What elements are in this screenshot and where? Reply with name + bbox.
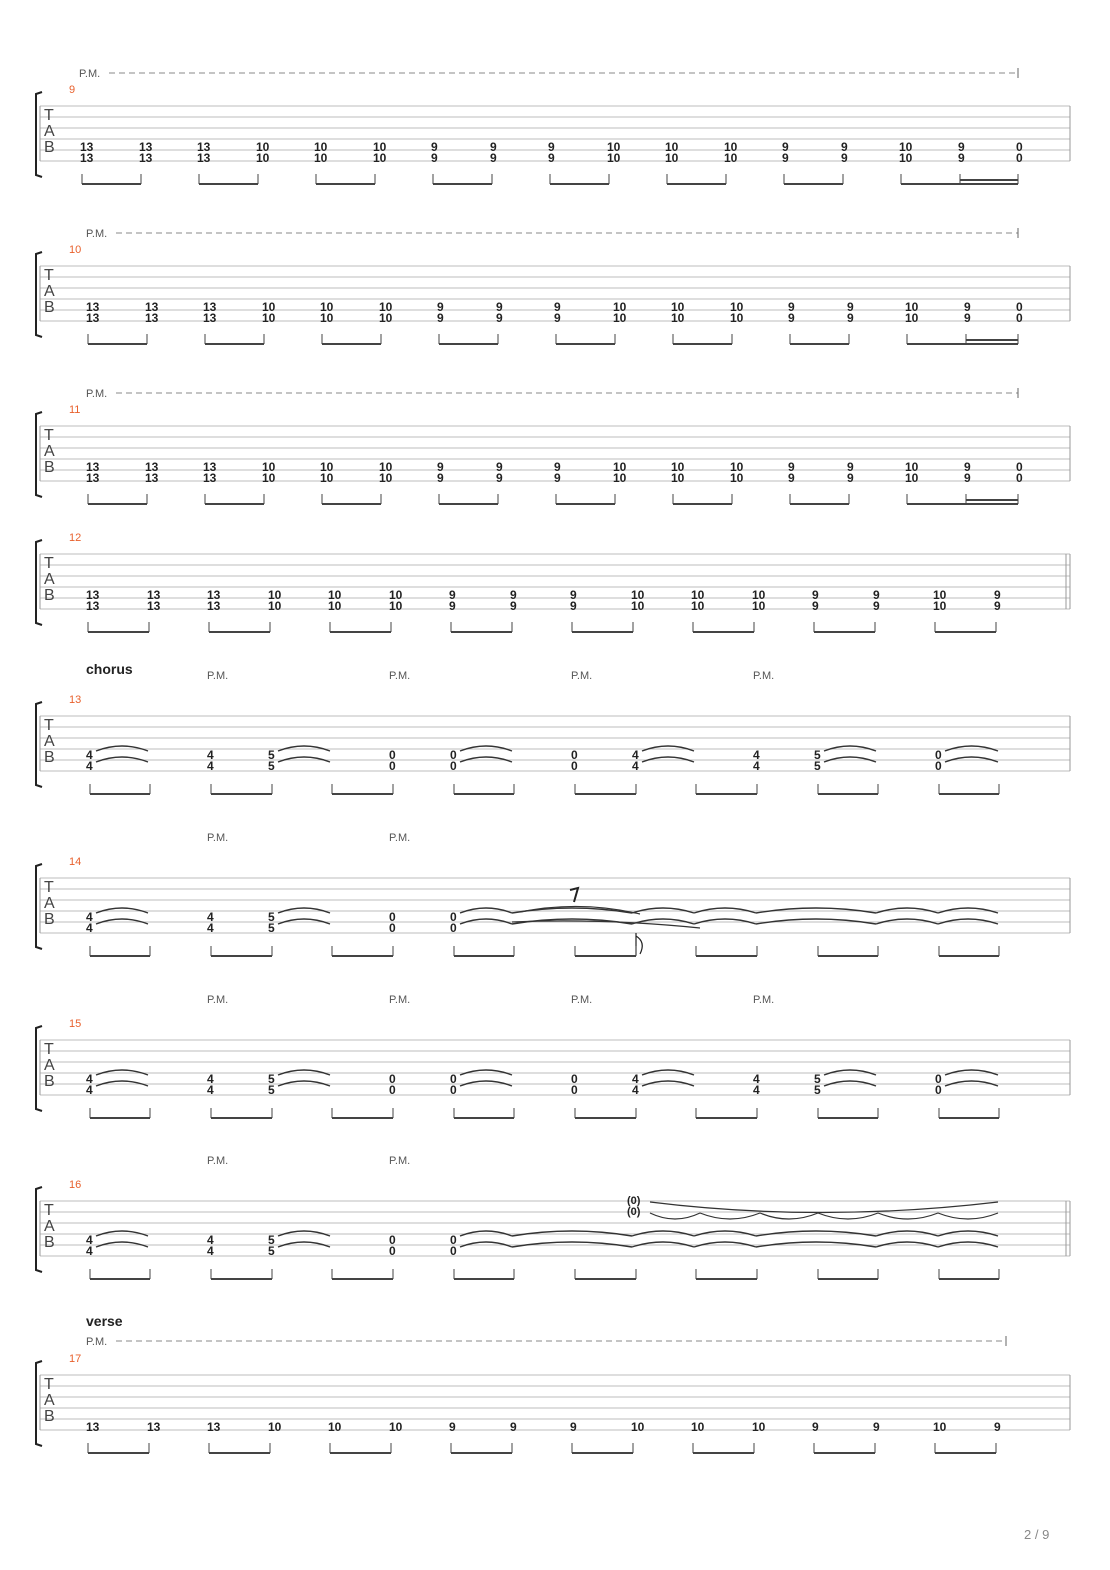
system-bracket	[36, 1187, 42, 1272]
fret-number: 0	[935, 1083, 942, 1097]
fret-number: 0	[935, 759, 942, 773]
fret-number: 10	[933, 599, 947, 613]
fret-number: 13	[86, 471, 100, 485]
fret-number: 13	[86, 599, 100, 613]
fret-number: 10	[631, 599, 645, 613]
fret-number: 10	[905, 300, 919, 314]
fret-number: 9	[449, 588, 456, 602]
fret-number: 9	[964, 460, 971, 474]
fret-number: 0	[1016, 300, 1023, 314]
measure-number: 12	[69, 532, 82, 544]
fret-number: 10	[631, 1420, 645, 1434]
fret-number: 10	[328, 599, 342, 613]
fret-number: 10	[905, 460, 919, 474]
fret-number: 13	[86, 460, 100, 474]
fret-number: 0	[389, 1233, 396, 1247]
tab-system-9	[36, 68, 1070, 184]
palm-mute-label: P.M.	[207, 670, 229, 682]
fret-number: 10	[691, 588, 705, 602]
fret-number: 13	[147, 599, 161, 613]
palm-mute-label: P.M.	[753, 994, 775, 1006]
fret-number: 13	[86, 1420, 100, 1434]
palm-mute-label: P.M.	[389, 670, 411, 682]
fret-number: 0	[571, 759, 578, 773]
fret-number: 0	[935, 748, 942, 762]
fret-number: 10	[631, 588, 645, 602]
fret-number: 10	[607, 151, 621, 165]
fret-number: 0	[389, 748, 396, 762]
fret-number: 4	[753, 1083, 760, 1097]
fret-number: 0	[450, 921, 457, 935]
tie-arc	[650, 1202, 998, 1213]
fret-number: 13	[203, 460, 217, 474]
tab-clef-letter: A	[44, 1392, 55, 1409]
fret-number: 9	[812, 588, 819, 602]
fret-number: 9	[994, 1420, 1001, 1434]
palm-mute-label: P.M.	[753, 670, 775, 682]
tab-clef-letter: B	[44, 299, 55, 316]
tab-clef-letter: T	[44, 717, 54, 734]
fret-number: 10	[665, 151, 679, 165]
fret-number: 5	[268, 1072, 275, 1086]
fret-number: 5	[814, 759, 821, 773]
fret-number: 10	[671, 311, 685, 325]
fret-number: 5	[268, 1233, 275, 1247]
palm-mute-label: P.M.	[571, 994, 593, 1006]
fret-number: 9	[437, 311, 444, 325]
fret-number: 0	[935, 1072, 942, 1086]
fret-number: 9	[554, 471, 561, 485]
fret-number: 13	[207, 599, 221, 613]
fret-number: 0	[389, 1083, 396, 1097]
tie-arc	[878, 1213, 938, 1219]
fret-number: 13	[203, 300, 217, 314]
fret-number: 0	[1016, 460, 1023, 474]
fret-number: 9	[812, 1420, 819, 1434]
fret-number: 9	[788, 471, 795, 485]
fret-number: 4	[632, 1083, 639, 1097]
tab-clef-letter: B	[44, 1073, 55, 1090]
tab-system-14	[36, 832, 1070, 956]
fret-number: 9	[788, 300, 795, 314]
tab-system-17	[36, 1313, 1070, 1453]
fret-number: 5	[814, 1083, 821, 1097]
fret-number: 9	[873, 588, 880, 602]
fret-number: 0	[450, 1244, 457, 1258]
fret-number: 10	[320, 460, 334, 474]
palm-mute-label: P.M.	[207, 1155, 229, 1167]
tab-clef-letter: A	[44, 443, 55, 460]
fret-number: 9	[570, 588, 577, 602]
fret-number: 4	[207, 1244, 214, 1258]
palm-mute-label: P.M.	[207, 832, 229, 844]
fret-number: 0	[571, 1083, 578, 1097]
fret-number: 10	[730, 311, 744, 325]
page-number: 2 / 9	[1024, 1527, 1050, 1542]
fret-number: 10	[613, 311, 627, 325]
fret-number: 0	[389, 759, 396, 773]
fret-number: 4	[86, 921, 93, 935]
fret-number: 9	[437, 300, 444, 314]
fret-number: 0	[389, 1072, 396, 1086]
measure-number: 17	[69, 1353, 82, 1365]
fret-number: 9	[449, 599, 456, 613]
tab-clef-letter: T	[44, 427, 54, 444]
fret-number: 10	[320, 471, 334, 485]
fret-number: 10	[899, 140, 913, 154]
fret-number: 10	[268, 599, 282, 613]
tab-clef-letter: B	[44, 749, 55, 766]
flag-stem	[636, 933, 642, 955]
fret-number: 4	[86, 1244, 93, 1258]
tab-system-16	[36, 1155, 1070, 1279]
fret-number: 9	[873, 1420, 880, 1434]
fret-number: 9	[847, 311, 854, 325]
palm-mute-label: P.M.	[207, 994, 229, 1006]
fret-number: 10	[389, 599, 403, 613]
fret-number: 10	[671, 471, 685, 485]
fret-number: 4	[632, 759, 639, 773]
fret-number: 9	[496, 460, 503, 474]
palm-mute-label: P.M.	[571, 670, 593, 682]
fret-number: 13	[203, 471, 217, 485]
system-bracket	[36, 252, 42, 337]
fret-number: 10	[724, 151, 738, 165]
fret-number: 5	[268, 1244, 275, 1258]
tab-clef-letter: B	[44, 587, 55, 604]
tab-clef-letter: B	[44, 1234, 55, 1251]
fret-number: 4	[86, 748, 93, 762]
fret-number: 10	[730, 471, 744, 485]
fret-number: 9	[812, 599, 819, 613]
fret-number: 10	[607, 140, 621, 154]
fret-number: 9	[496, 311, 503, 325]
fret-number: 4	[86, 1072, 93, 1086]
section-label: verse	[86, 1313, 123, 1329]
tab-clef-letter: T	[44, 1041, 54, 1058]
fret-number: 9	[847, 460, 854, 474]
fret-number: 0	[571, 748, 578, 762]
tab-clef-letter: A	[44, 895, 55, 912]
tab-clef-letter: B	[44, 911, 55, 928]
fret-number: 4	[207, 1233, 214, 1247]
fret-number: 9	[548, 151, 555, 165]
fret-number: 9	[510, 588, 517, 602]
fret-number: 9	[841, 140, 848, 154]
fret-number: 4	[207, 910, 214, 924]
palm-mute-label: P.M.	[389, 1155, 411, 1167]
fret-number: 4	[86, 910, 93, 924]
fret-number: 9	[782, 151, 789, 165]
fret-number: 10	[379, 311, 393, 325]
fret-number: 9	[847, 471, 854, 485]
fret-number: 10	[671, 460, 685, 474]
tab-system-15	[36, 994, 1070, 1118]
fret-number: 13	[86, 300, 100, 314]
fret-number: 10	[752, 588, 766, 602]
fret-number: 10	[262, 471, 276, 485]
fret-number: 9	[570, 1420, 577, 1434]
fret-number: 10	[691, 599, 705, 613]
fret-number: 5	[268, 910, 275, 924]
fret-number: 10	[691, 1420, 705, 1434]
fret-number: 10	[328, 588, 342, 602]
fret-number: 10	[613, 471, 627, 485]
fret-number: 10	[933, 1420, 947, 1434]
fret-number: 10	[905, 311, 919, 325]
fret-number: 4	[753, 759, 760, 773]
tab-clef-letter: T	[44, 1376, 54, 1393]
tab-clef-letter: A	[44, 733, 55, 750]
fret-number: 9	[554, 460, 561, 474]
fret-number: 9	[437, 471, 444, 485]
fret-number: 4	[753, 748, 760, 762]
tab-system-13	[36, 661, 1070, 794]
fret-number: 0	[450, 748, 457, 762]
fret-number: 10	[379, 460, 393, 474]
fret-number: 13	[86, 311, 100, 325]
tab-clef-letter: T	[44, 107, 54, 124]
fret-number: 9	[964, 311, 971, 325]
tie-arc	[818, 1213, 878, 1219]
fret-number: 9	[490, 140, 497, 154]
fret-number: 10	[379, 300, 393, 314]
palm-mute-label: P.M.	[79, 68, 101, 80]
fret-number: 0	[1016, 471, 1023, 485]
fret-number: 0	[1016, 140, 1023, 154]
fret-number: 10	[320, 311, 334, 325]
ghost-fret-number: (0)	[627, 1195, 641, 1207]
fret-number: 10	[256, 140, 270, 154]
tab-clef-letter: A	[44, 1218, 55, 1235]
fret-number: 4	[86, 1083, 93, 1097]
fret-number: 9	[554, 311, 561, 325]
tab-clef-letter: T	[44, 1202, 54, 1219]
fret-number: 9	[554, 300, 561, 314]
fret-number: 4	[207, 759, 214, 773]
fret-number: 10	[899, 151, 913, 165]
fret-number: 0	[1016, 151, 1023, 165]
fret-number: 0	[571, 1072, 578, 1086]
fret-number: 9	[431, 151, 438, 165]
tab-clef-letter: B	[44, 139, 55, 156]
fret-number: 13	[203, 311, 217, 325]
fret-number: 13	[80, 140, 94, 154]
fret-number: 0	[389, 921, 396, 935]
fret-number: 10	[314, 140, 328, 154]
palm-mute-label: P.M.	[86, 388, 108, 400]
fret-number: 0	[389, 1244, 396, 1258]
fret-number: 13	[147, 1420, 161, 1434]
fret-number: 9	[873, 599, 880, 613]
measure-number: 9	[69, 84, 76, 96]
palm-mute-label: P.M.	[389, 832, 411, 844]
tab-clef-letter: A	[44, 283, 55, 300]
fret-number: 13	[207, 1420, 221, 1434]
fret-number: 9	[782, 140, 789, 154]
fret-number: 13	[145, 460, 159, 474]
tab-system-11	[36, 388, 1070, 504]
ghost-fret-number: (0)	[627, 1206, 641, 1218]
measure-number: 15	[69, 1018, 82, 1030]
fret-number: 13	[139, 140, 153, 154]
fret-number: 9	[958, 151, 965, 165]
tab-clef-letter: T	[44, 267, 54, 284]
fret-number: 10	[389, 1420, 403, 1434]
fret-number: 9	[788, 460, 795, 474]
fret-number: 9	[570, 599, 577, 613]
system-bracket	[36, 540, 42, 625]
fret-number: 0	[1016, 311, 1023, 325]
fret-number: 4	[86, 759, 93, 773]
tie-arc	[650, 1213, 700, 1219]
fret-number: 4	[632, 1072, 639, 1086]
fret-number: 10	[752, 1420, 766, 1434]
fret-number: 13	[86, 588, 100, 602]
palm-mute-label: P.M.	[389, 994, 411, 1006]
tab-clef-letter: T	[44, 879, 54, 896]
system-bracket	[36, 412, 42, 497]
fret-number: 9	[994, 599, 1001, 613]
fret-number: 9	[510, 1420, 517, 1434]
fret-number: 0	[389, 910, 396, 924]
fret-number: 10	[665, 140, 679, 154]
system-bracket	[36, 864, 42, 949]
fret-number: 0	[450, 1072, 457, 1086]
fret-number: 5	[268, 921, 275, 935]
fret-number: 10	[320, 300, 334, 314]
fret-number: 9	[964, 471, 971, 485]
tab-clef-letter: A	[44, 1057, 55, 1074]
measure-number: 11	[69, 404, 81, 416]
fret-number: 9	[964, 300, 971, 314]
palm-mute-label: P.M.	[86, 228, 108, 240]
tab-clef-letter: T	[44, 555, 54, 572]
fret-number: 10	[256, 151, 270, 165]
fret-number: 13	[197, 151, 211, 165]
measure-number: 14	[69, 856, 82, 868]
fret-number: 10	[379, 471, 393, 485]
tab-clef-letter: A	[44, 571, 55, 588]
fret-number: 9	[788, 311, 795, 325]
fret-number: 10	[613, 300, 627, 314]
fret-number: 4	[207, 1072, 214, 1086]
fret-number: 5	[268, 759, 275, 773]
system-bracket	[36, 702, 42, 787]
fret-number: 10	[671, 300, 685, 314]
fret-number: 10	[262, 311, 276, 325]
tie-arc	[938, 1213, 998, 1219]
tab-system-12	[36, 532, 1070, 632]
fret-number: 4	[86, 1233, 93, 1247]
fret-number: 4	[207, 748, 214, 762]
fret-number: 9	[496, 471, 503, 485]
fret-number: 9	[841, 151, 848, 165]
fret-number: 10	[268, 588, 282, 602]
system-bracket	[36, 1026, 42, 1111]
fret-number: 13	[197, 140, 211, 154]
tab-system-10	[36, 228, 1070, 344]
fret-number: 9	[437, 460, 444, 474]
fret-number: 5	[268, 1083, 275, 1097]
system-bracket	[36, 1361, 42, 1446]
measure-number: 10	[69, 244, 82, 256]
tab-clef-letter: A	[44, 123, 55, 140]
fret-number: 10	[933, 588, 947, 602]
fret-number: 9	[510, 599, 517, 613]
fret-number: 10	[314, 151, 328, 165]
fret-number: 10	[389, 588, 403, 602]
palm-mute-label: P.M.	[86, 1336, 108, 1348]
fret-number: 10	[262, 300, 276, 314]
measure-number: 13	[69, 694, 82, 706]
fret-number: 9	[496, 300, 503, 314]
fret-number: 9	[490, 151, 497, 165]
fret-number: 10	[373, 140, 387, 154]
fret-number: 13	[80, 151, 94, 165]
section-label: chorus	[86, 661, 133, 677]
fret-number: 13	[145, 311, 159, 325]
fret-number: 10	[268, 1420, 282, 1434]
fret-number: 10	[262, 460, 276, 474]
fret-number: 10	[613, 460, 627, 474]
fret-number: 10	[373, 151, 387, 165]
fret-number: 13	[145, 471, 159, 485]
fret-number: 4	[207, 1083, 214, 1097]
fret-number: 0	[450, 1233, 457, 1247]
fret-number: 13	[147, 588, 161, 602]
fret-number: 10	[752, 599, 766, 613]
tie-arc	[760, 1213, 818, 1219]
fret-number: 10	[328, 1420, 342, 1434]
fret-number: 5	[814, 1072, 821, 1086]
fret-number: 0	[450, 759, 457, 773]
fret-number: 0	[450, 910, 457, 924]
fret-number: 9	[847, 300, 854, 314]
tab-clef-letter: B	[44, 459, 55, 476]
fret-number: 10	[905, 471, 919, 485]
tab-clef-letter: B	[44, 1408, 55, 1425]
fret-number: 9	[449, 1420, 456, 1434]
fret-number: 5	[814, 748, 821, 762]
fret-number: 10	[730, 460, 744, 474]
fret-number: 5	[268, 748, 275, 762]
fret-number: 9	[994, 588, 1001, 602]
fret-number: 13	[207, 588, 221, 602]
fret-number: 9	[431, 140, 438, 154]
fret-number: 4	[207, 921, 214, 935]
fret-number: 13	[145, 300, 159, 314]
system-bracket	[36, 92, 42, 177]
fret-number: 13	[139, 151, 153, 165]
fret-number: 10	[724, 140, 738, 154]
measure-number: 16	[69, 1179, 82, 1191]
tie-arc	[700, 1213, 760, 1219]
fret-number: 9	[958, 140, 965, 154]
fret-number: 4	[632, 748, 639, 762]
fret-number: 0	[450, 1083, 457, 1097]
fret-number: 9	[548, 140, 555, 154]
fret-number: 10	[730, 300, 744, 314]
fret-number: 4	[753, 1072, 760, 1086]
